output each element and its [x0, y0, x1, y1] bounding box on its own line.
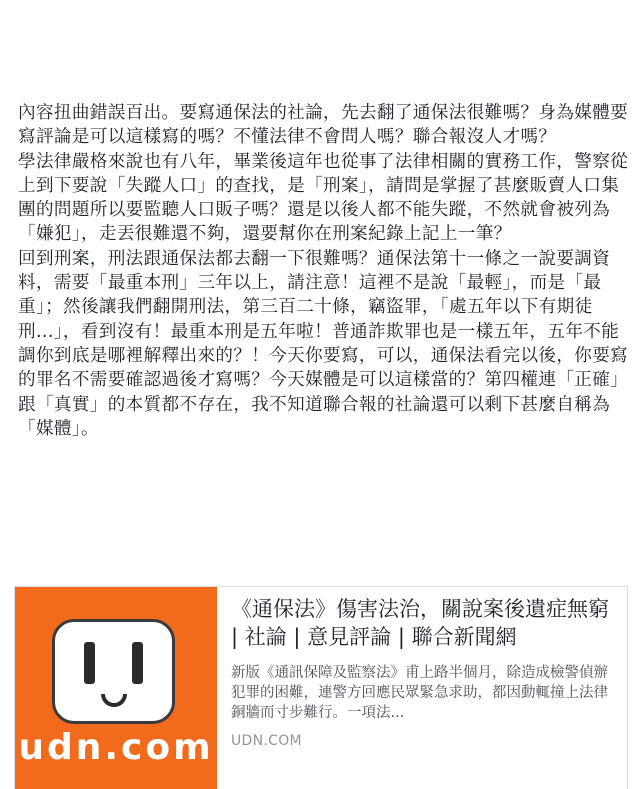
link-description: 新版《通訊保障及監察法》甫上路半個月，除造成檢警偵辦犯罪的困難，連警方回應民眾緊急求助，都因動輒撞上法律銅牆而寸步難行。一項法...: [231, 665, 608, 721]
power-outlet-face-icon: [52, 619, 175, 724]
post-paragraph: 回到刑案，刑法跟通保法都去翻一下很難嗎？通保法第十一條之一說要調資料，需要「最重本刑」三年以上，請注意！這裡不是說「最輕」，而是「最重」；然後讓我們翻開刑法，第三百二十條，竊盜罪，「處五年以下有期徒刑...」，看到沒有！最重本刑是五年啦！普通詐欺罪也是一樣五年，五年不能調你到底是哪裡解釋出來的？！今天你要寫，可以，通保法看完以後，你要寫的罪名不需要確認過後才寫嗎？今天媒體是可以這樣當的？第四權連「正確」跟「真實」的本質都不存在，我不知道聯合報的社論還可以剩下甚麼自稱為「媒體」。: [18, 248, 629, 439]
link-title[interactable]: 《通保法》傷害法治，關說案後遺症無窮 | 社論 | 意見評論 | 聯合新聞網: [231, 597, 609, 649]
link-card-body[interactable]: [231, 595, 621, 750]
post-paragraph: 學法律嚴格來說也有八年，畢業後這年也從事了法律相關的實務工作，警察從上到下要說「失蹤人口」的查找，是「刑案」，請問是掌握了甚麼販賣人口集團的問題所以要監聽人口販子嗎？還是以後人都不能失蹤，不然就會被列為「嫌犯」，走丟很難還不夠，還要幫你在刑案紀錄上記上一筆？: [18, 151, 629, 245]
udn-logo-text: udn.com: [18, 727, 214, 768]
link-thumbnail[interactable]: [15, 587, 217, 789]
outlet-slot-left: [84, 642, 95, 684]
outlet-smile: [101, 694, 127, 707]
outlet-slot-right: [132, 642, 143, 684]
link-preview-card[interactable]: [14, 586, 628, 789]
post-body: [18, 101, 630, 441]
post-paragraph: 內容扭曲錯誤百出。要寫通保法的社論，先去翻了通保法很難嗎？身為媒體要寫評論是可以這樣寫的嗎？不懂法律不會問人嗎？聯合報沒人才嗎？: [18, 103, 629, 148]
link-domain: UDN.COM: [231, 733, 302, 749]
